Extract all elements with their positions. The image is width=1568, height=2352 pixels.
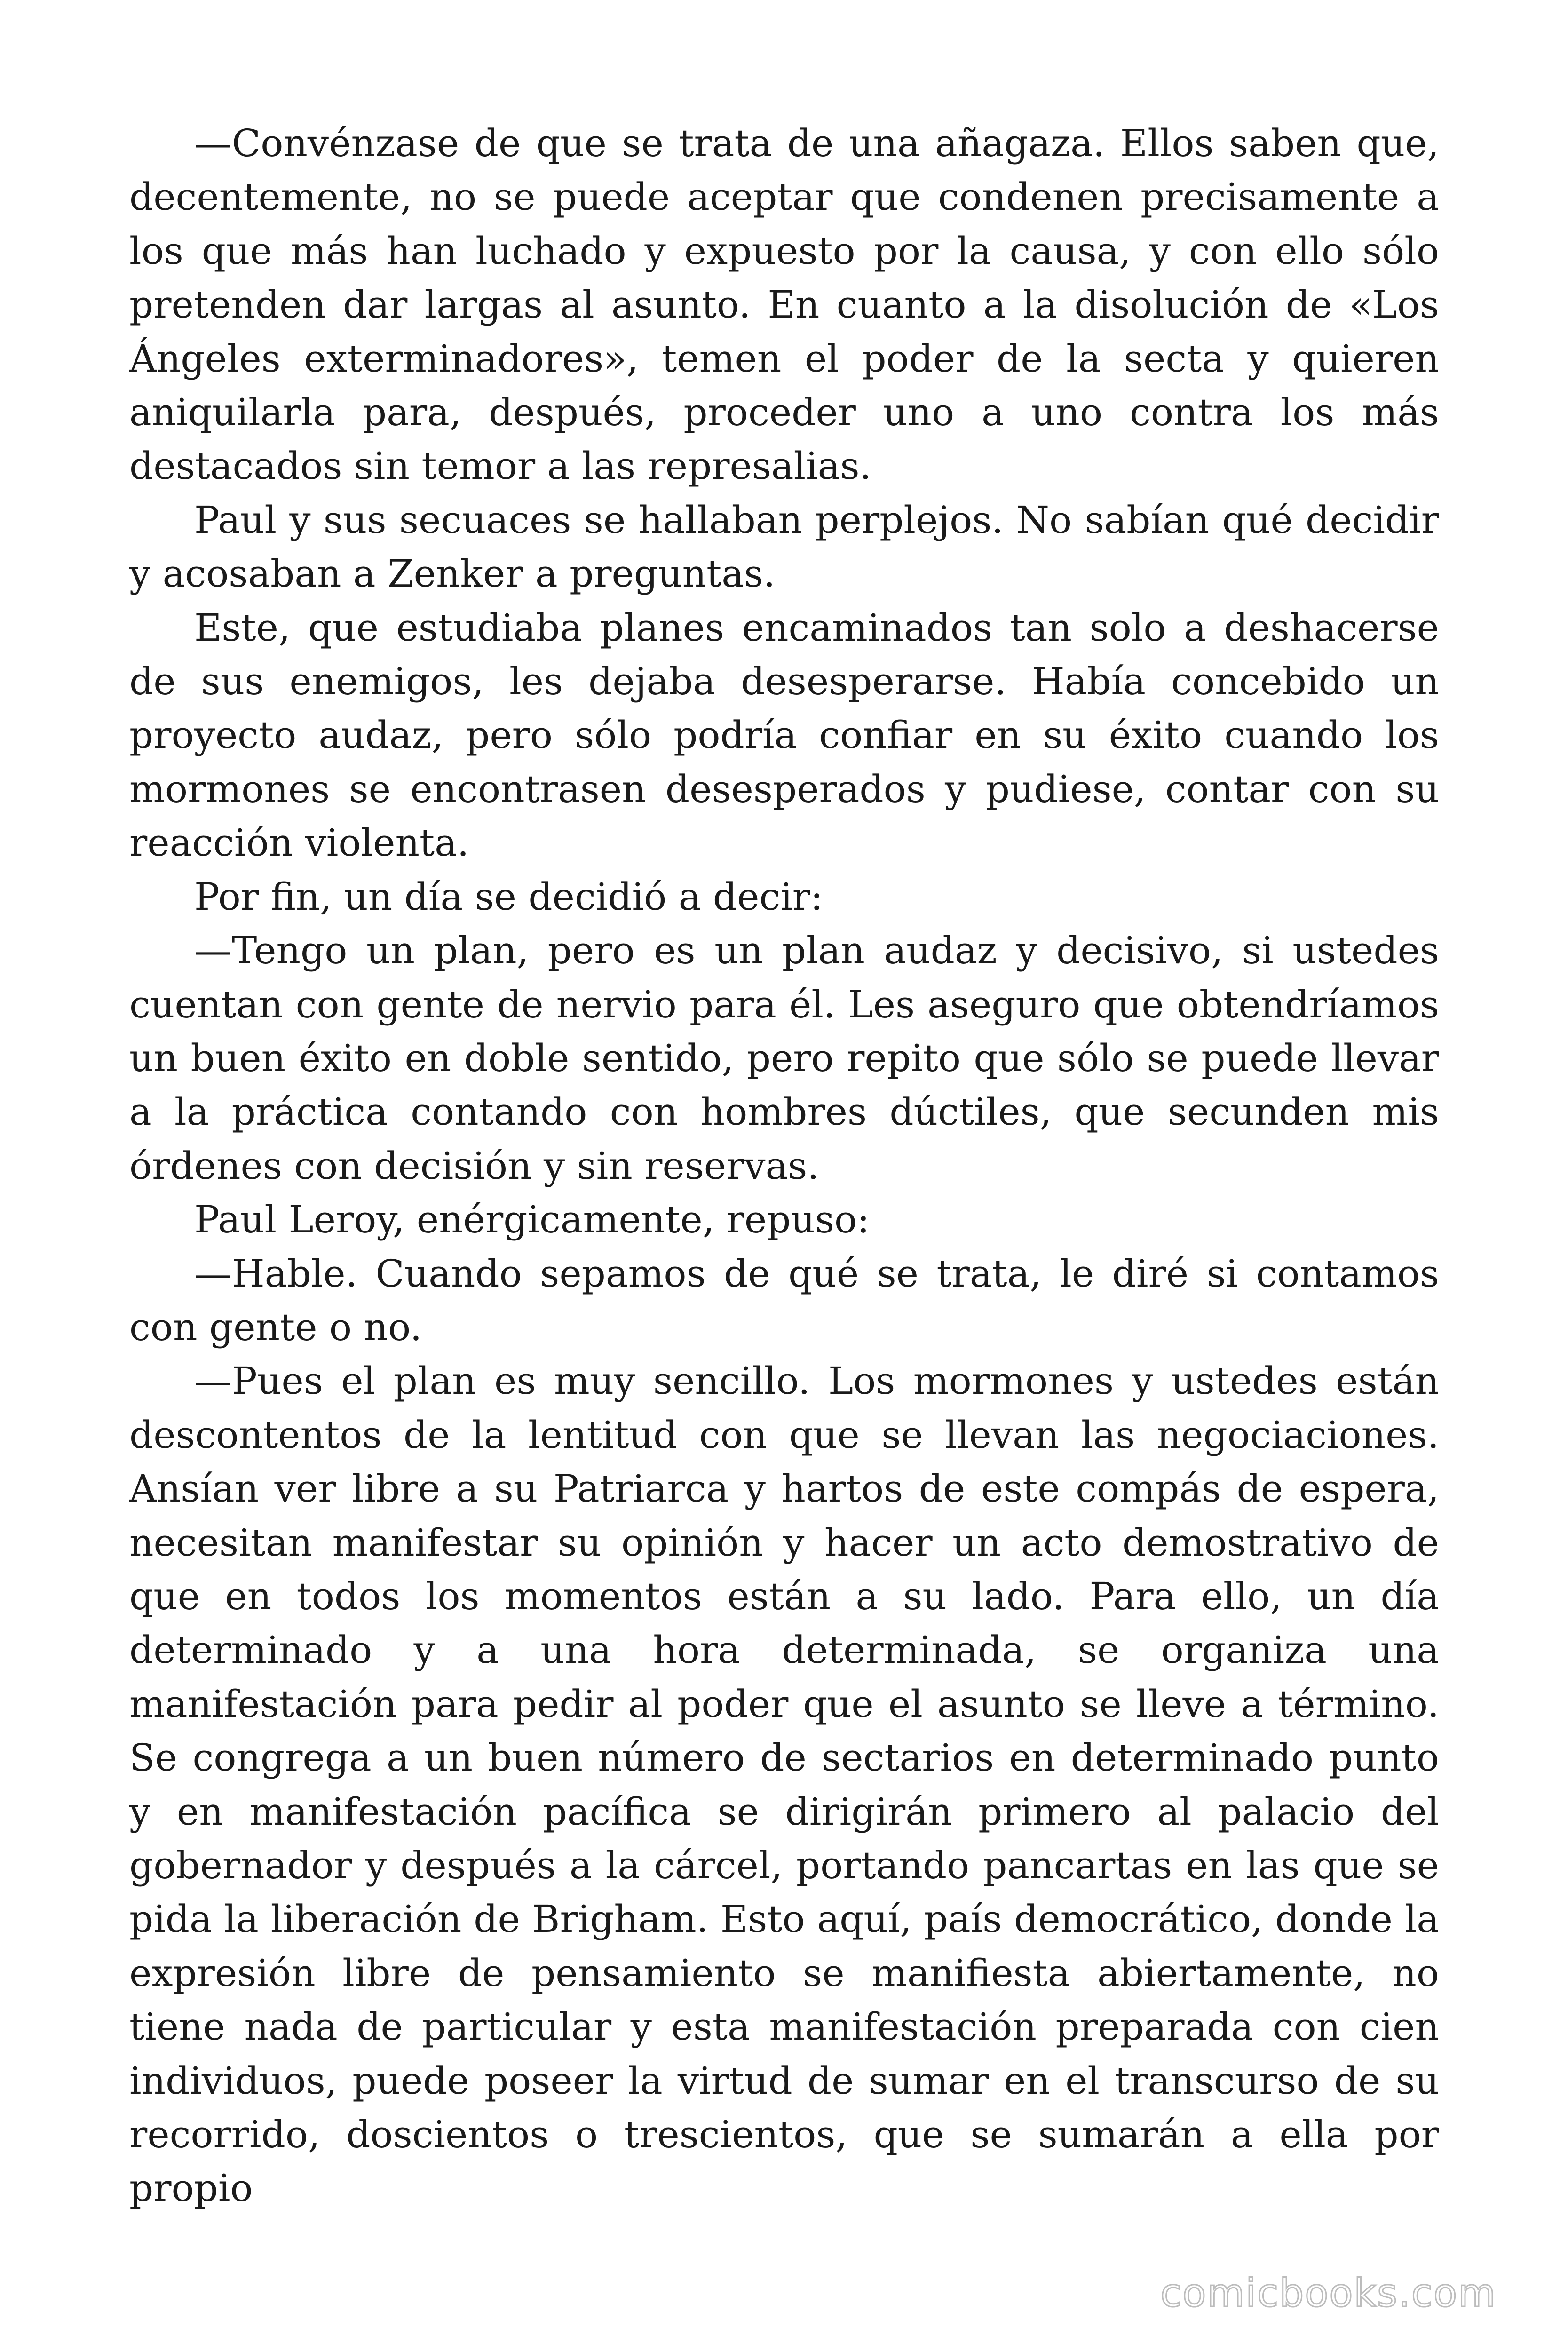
body-text [129, 117, 1439, 2216]
paragraph: Paul Leroy, enérgicamente, repuso: [194, 1198, 870, 1242]
paragraph: —Pues el plan es muy sencillo. Los mormones y ustedes están descontentos de la lentitud con que se llevan las negociaciones. Ansían ver libre a su Patriarca y hartos de este compás de espera, necesitan manifestar su opinión y hacer un acto demostrativo de que en todos los momentos están a su lado. Para ello, un día determinado y a una hora determinada, se organiza una manifestación para pedir al poder que el asunto se lleve a término. Se congrega a un buen número de sectarios en determinado punto y en manifestación pacífica se dirigirán primero al palacio del gobernador y después a la cárcel, portando pancartas en las que se pida la liberación de Brigham. Esto aquí, país democrático, donde la expresión libre de pensamiento se manifiesta abiertamente, no tiene nada de particular y esta manifestación preparada con cien individuos, puede poseer la virtud de sumar en el transcurso de su recorrido, doscientos o trescientos, que se sumarán a ella por propio [129, 1359, 1439, 2210]
paragraph: —Hable. Cuando sepamos de qué se trata, le diré si contamos con gente o no. [129, 1251, 1439, 1349]
paragraph: —Convénzase de que se trata de una añagaza. Ellos saben que, decentemente, no se puede aceptar que condenen precisamente a los que más han luchado y expuesto por la causa, y con ello sólo pretenden dar largas al asunto. En cuanto a la disolución de «Los Ángeles exterminadores», temen el poder de la secta y quieren aniquilarla para, después, proceder uno a uno contra los más destacados sin temor a las represalias. [129, 121, 1439, 488]
paragraph: Paul y sus secuaces se hallaban perplejos. No sabían qué decidir y acosaban a Zenker a preguntas. [129, 498, 1439, 596]
paragraph: Por fin, un día se decidió a decir: [194, 874, 823, 919]
paragraph: Este, que estudiaba planes encaminados tan solo a deshacerse de sus enemigos, les dejaba desesperarse. Había concebido un proyecto audaz, pero sólo podría confiar en su éxito cuando los mormones se encontrasen desesperados y pudiese, contar con su reacción violenta. [129, 605, 1439, 865]
watermark: comicbooks.com [1160, 2271, 1497, 2316]
paragraph: —Tengo un plan, pero es un plan audaz y decisivo, si ustedes cuentan con gente de nervio para él. Les aseguro que obtendríamos un buen éxito en doble sentido, pero repito que sólo se puede llevar a la práctica contando con hombres dúctiles, que secunden mis órdenes con decisión y sin reservas. [129, 929, 1439, 1188]
